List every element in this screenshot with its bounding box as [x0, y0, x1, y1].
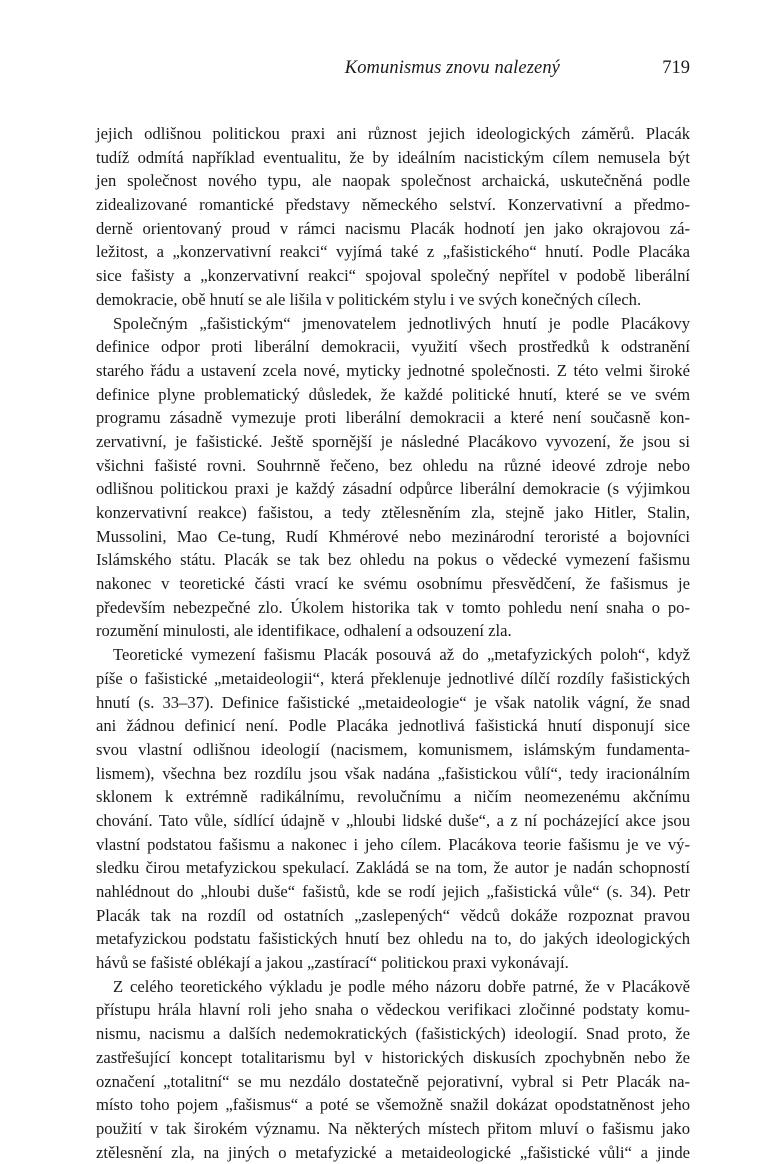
text-line: nismu, nacismu a dalších nedemokratických (fašistických) ideologií. Snad proto, že — [96, 1024, 690, 1044]
text-line: vlastní podstatou fašismu a nakonec i jeho cílem. Placákova teorie fašismu je ve vý- — [96, 834, 690, 854]
text-line: starého řádu a ustavení zcela nové, myticky jednotné společnosti. Z této velmi široké — [96, 360, 690, 380]
text-line: Placák tak na rozdíl od ostatních „zaslepených“ vědců dokáže rozpoznat pravou — [96, 905, 690, 925]
text-line: Islámského státu. Placák se tak bez ohledu na pokus o vědecké vymezení fašismu — [96, 550, 690, 570]
body-text — [96, 122, 690, 1164]
text-line: hávů se fašisté oblékají a jakou „zastírací“ politickou praxi vykonávají. — [96, 953, 569, 973]
text-line: označení „totalitní“ se mu nezdálo dostatečně pejorativní, vybral si Petr Placák na- — [96, 1071, 690, 1091]
text-line: definice odpor proti liberální demokracii, využití všech prostředků k odstranění — [96, 337, 690, 357]
running-title: Komunismus znovu nalezený — [344, 58, 560, 78]
text-line: sledku čirou metafyzickou spekulací. Zakládá se na tom, že autor je nadán schopností — [96, 858, 690, 878]
text-line: svou vlastní odlišnou ideologií (nacismem, komunismem, islámským fundamenta- — [96, 739, 690, 759]
text-line: jejich odlišnou politickou praxi ani různost jejich ideologických záměrů. Placák — [96, 124, 690, 143]
text-line: metafyzickou podstatu fašistických hnutí bez ohledu na to, do jakých ideologických — [96, 929, 690, 949]
text-line: zastřešující koncept totalitarismu byl v historických diskusích zpochybněn nebo že — [96, 1047, 690, 1067]
text-line: přístupu hrála hlavní roli jeho snaha o vědeckou verifikaci zločinné podstaty komu- — [96, 1000, 690, 1020]
text-line: Teoretické vymezení fašismu Placák posouvá až do „metafyzických poloh“, když — [113, 645, 690, 665]
text-line: ztělesnění zla, na jiných o metafyzické a metaideologické „fašistické vůli“ a jinde — [96, 1142, 690, 1162]
text-line: ani žádnou definicí není. Podle Placáka jednotlivá fašistická hnutí disponují sice — [96, 716, 690, 736]
text-line: odlišnou politickou praxi je každý zásadní odpůrce liberální demokracie (s výjimkou — [96, 479, 690, 499]
text-line: tudíž odmítá například eventualitu, že by ideálním nacistickým cílem nemusela být — [96, 147, 690, 167]
page-header — [96, 58, 690, 86]
text-line: především nebezpečné zlo. Úkolem historika tak v tomto pohledu není snaha o po- — [96, 597, 690, 617]
text-line: programu zásadně vymezuje proti liberální demokracii a které není současně kon- — [96, 408, 690, 428]
text-line: jen společnost nového typu, ale naopak společnost archaická, uskutečněná podle — [96, 171, 690, 191]
text-line: píše o fašistické „metaideologii“, která překlenuje jednotlivé dílčí rozdíly fašistických — [96, 668, 690, 688]
text-line: sice fašisty a „konzervativní reakci“ spojoval společný nepřítel v podobě liberální — [96, 266, 690, 286]
text-line: Z celého teoretického výkladu je podle mého názoru dobře patrné, že v Placákově — [113, 976, 690, 996]
text-line: použití v tak širokém významu. Na některých místech přitom mluví o fašismu jako — [96, 1118, 690, 1138]
text-line: sklonem k extrémně radikálnímu, revolučnímu a ničím neomezenému akčnímu — [96, 787, 690, 807]
text-line: zidealizované romantické představy německého selství. Konzervativní a předmo- — [96, 195, 690, 215]
text-line: rozumění minulosti, ale identifikace, odhalení a odsouzení zla. — [96, 621, 512, 641]
text-line: konzervativní reakce) fašistou, a tedy ztělesněním zla, stejně jako Hitler, Stalin, — [96, 503, 690, 522]
text-line: lismem), všechna bez rozdílu jsou však nadána „fašistickou vůlí“, tedy iracionálním — [96, 763, 690, 783]
text-line: chování. Tato vůle, sídlící údajně v „hloubi lidské duše“, a z ní pocházející akce jsou — [96, 810, 690, 830]
text-line: definice plyne problematický důsledek, že každé politické hnutí, které se ve svém — [96, 384, 690, 404]
text-line: Společným „fašistickým“ jmenovatelem jednotlivých hnutí je podle Placákovy — [113, 313, 690, 333]
text-line: demokracie, obě hnutí se ale lišila v politickém stylu i ve svých konečných cílech. — [96, 289, 642, 309]
text-line: nahlédnout do „hloubi duše“ fašistů, kde se rodí jejich „fašistická vůle“ (s. 34). Petr — [96, 882, 690, 901]
text-line: derně orientovaný proud v rámci nacismu Placák hodnotí jen jako okrajovou zá- — [96, 218, 690, 238]
text-line: všichni fašisté rovni. Souhrnně řečeno, bez ohledu na různé ideové zdroje nebo — [96, 455, 690, 475]
text-line: Mussolini, Mao Ce-tung, Rudí Khmérové nebo mezinárodní teroristé a bojovníci — [96, 526, 690, 546]
text-line: místo toho pojem „fašismus“ a poté se všemožně snažil dokázat opodstatněnost jeho — [96, 1095, 690, 1115]
text-line: nakonec v teoretické části vrací ke svému osobnímu přesvědčení, že fašismus je — [96, 574, 690, 594]
page-number: 719 — [662, 58, 690, 78]
text-line: hnutí (s. 33–37). Definice fašistické „metaideologie“ je však natolik vágní, že snad — [96, 692, 690, 712]
text-line: zervativní, je fašistické. Ještě spornější je následné Placákovo vyvození, že jsou si — [96, 431, 690, 451]
text-line: ležitost, a „konzervativní reakci“ vyjímá také z „fašistického“ hnutí. Podle Placáka — [96, 242, 690, 262]
